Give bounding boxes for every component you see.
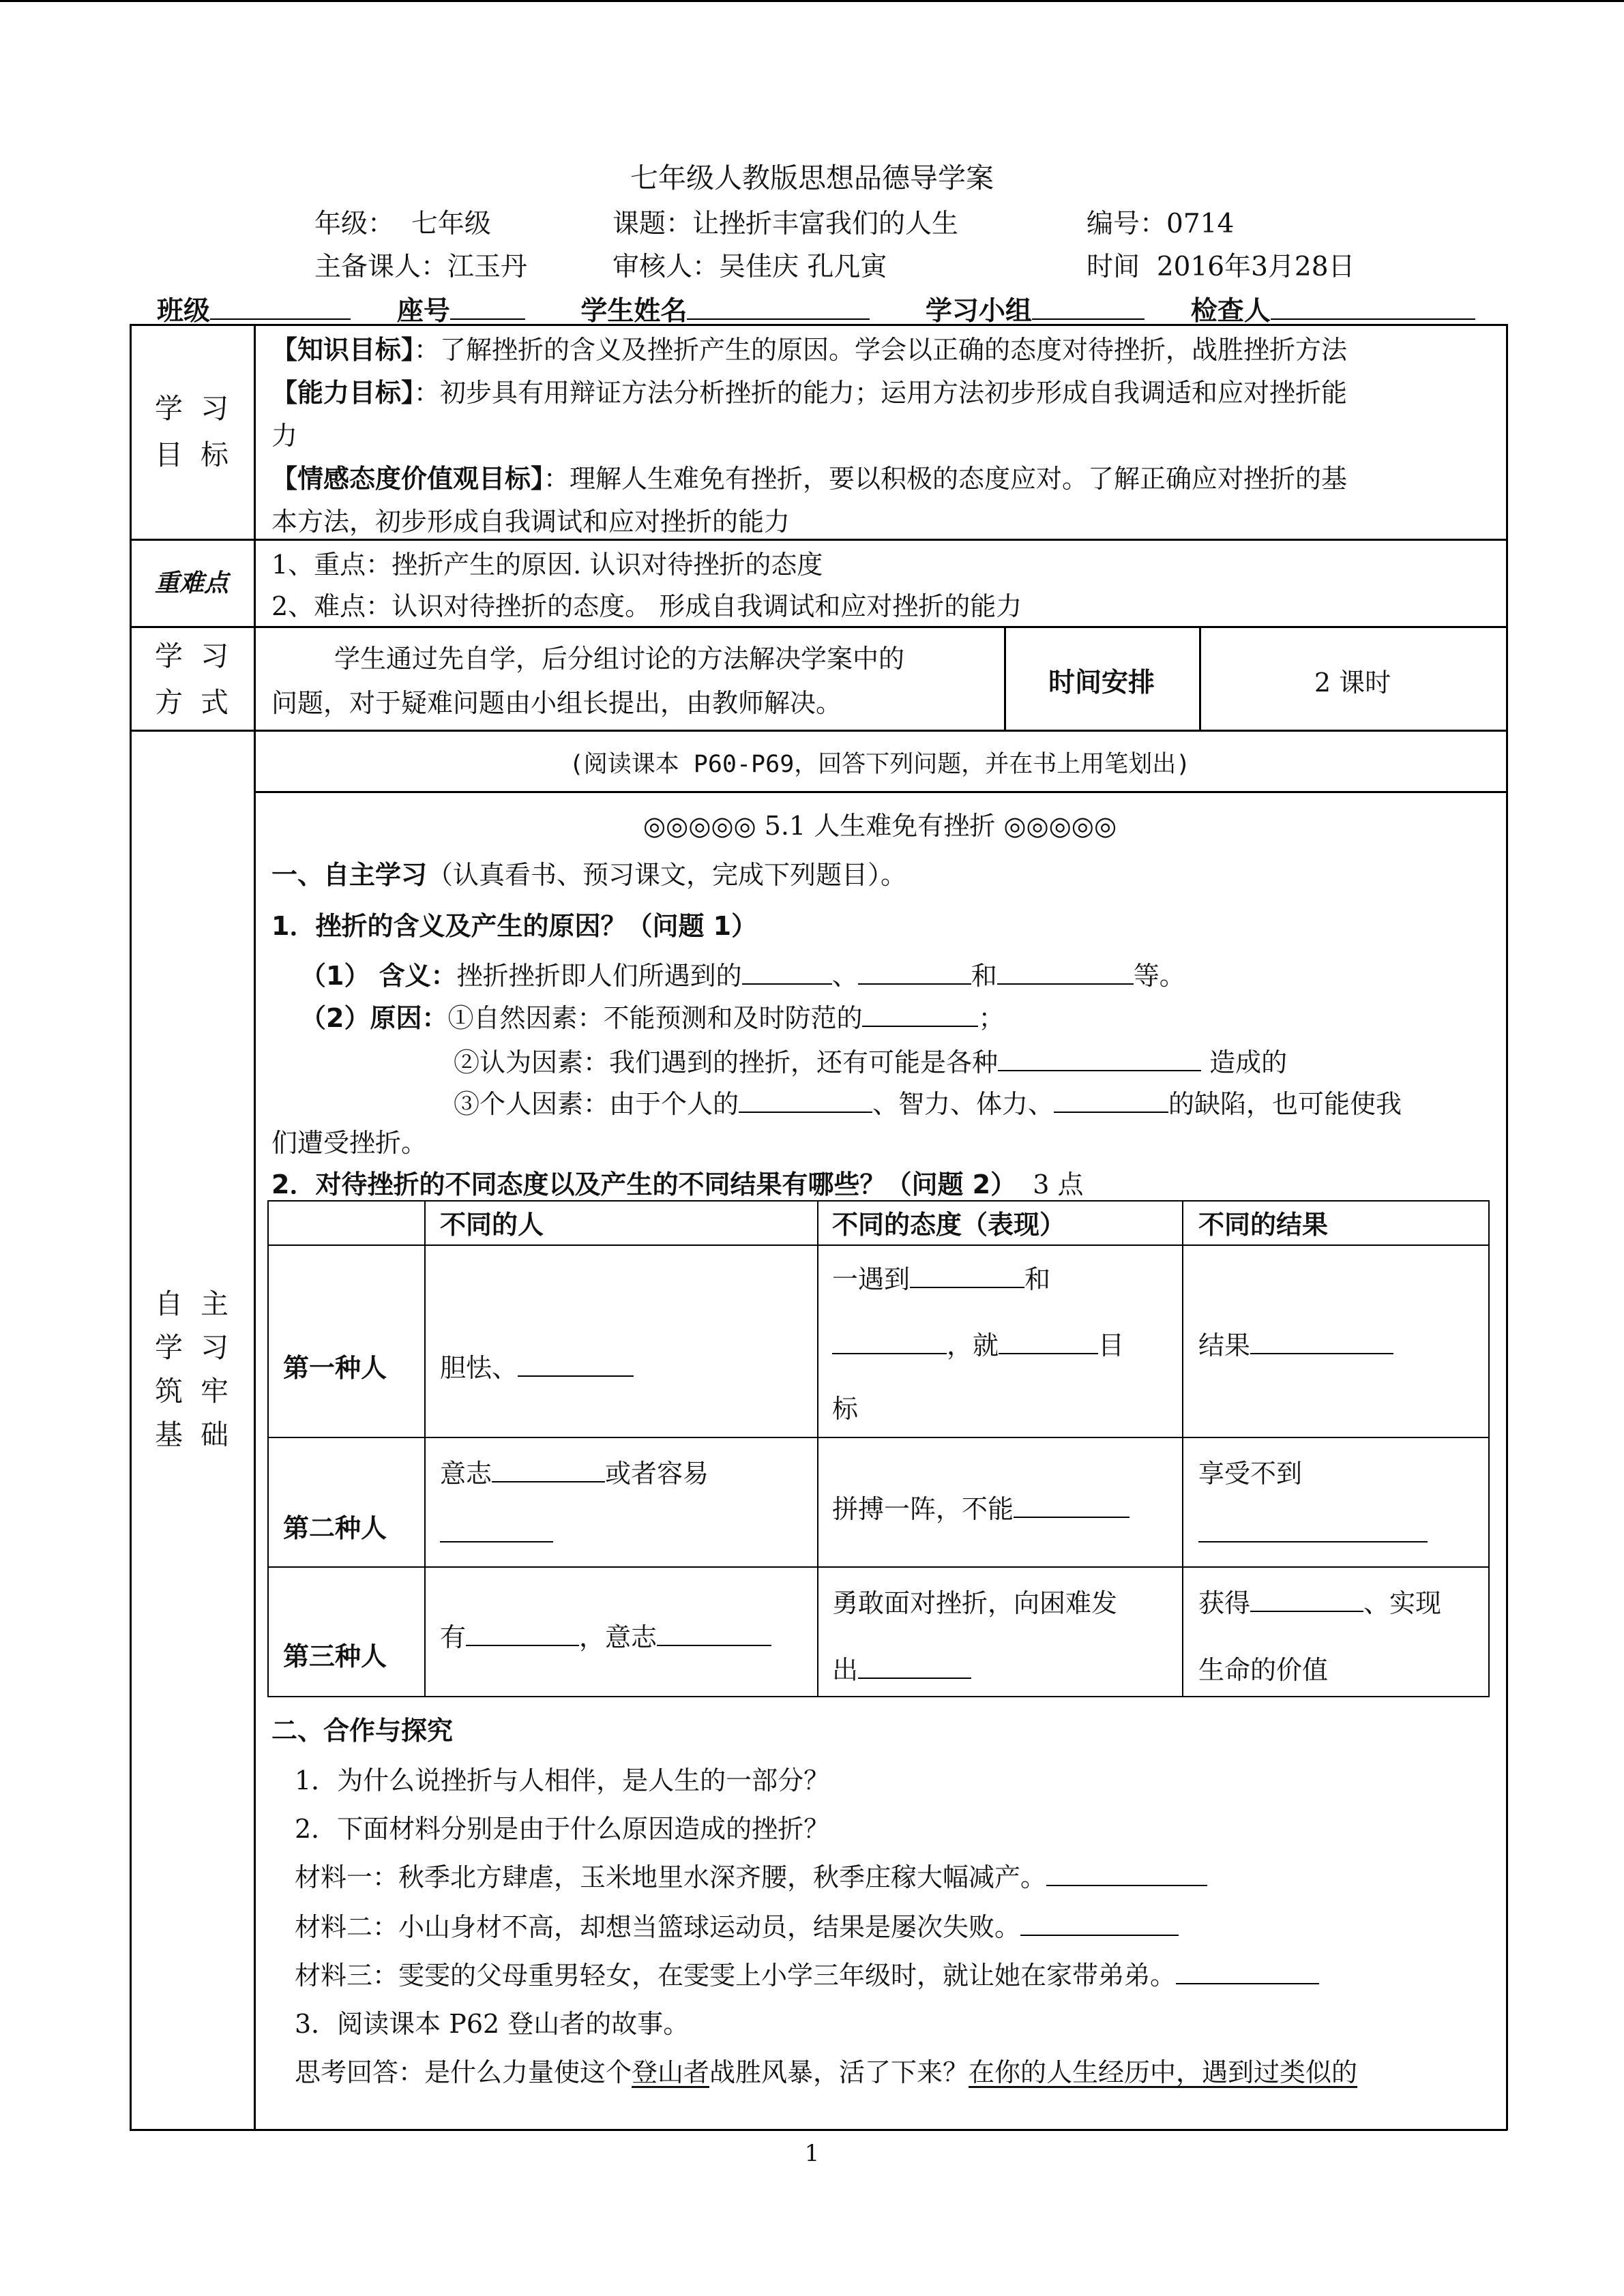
material-2-blank[interactable]: [1020, 1910, 1179, 1936]
row1-attitude-line3: 标: [832, 1394, 859, 1424]
row2-person-line2: [440, 1517, 553, 1549]
topic-field: [612, 203, 958, 241]
table-border: [254, 324, 256, 2130]
topic-label: 课题：: [612, 209, 693, 239]
row1-attitude-text1b: 和: [1024, 1264, 1051, 1294]
knowledge-tag: 【知识目标】: [271, 335, 415, 365]
material-3: [295, 1954, 1319, 1992]
page-top-border: [0, 0, 1624, 2]
name-label: 学生姓名: [580, 296, 688, 327]
time-schedule-value: 2 课时: [1314, 668, 1391, 698]
code-label: 编号：: [1087, 209, 1167, 239]
row1-attitude-text2b: ，就: [947, 1330, 999, 1360]
document-title: 七年级人教版思想品德导学案: [630, 162, 994, 194]
q1-def-sep1: 、: [831, 961, 858, 991]
grade-value: 七年级: [411, 209, 491, 239]
table-row-label: 第二种人: [283, 1513, 387, 1543]
q1-cause-1: ①自然因素：不能预测和及时防范的: [447, 1003, 863, 1033]
class-label: 班级: [157, 296, 211, 327]
method-text-1: 学生通过先自学，后分组讨论的方法解决学案中的: [334, 644, 905, 674]
row3-result-line2: 生命的价值: [1198, 1655, 1329, 1685]
think-label: 思考回答：是什么力量使这个: [295, 2057, 632, 2087]
seat-label: 座号: [396, 296, 450, 327]
row3-result-text1b: 、实现: [1363, 1588, 1442, 1618]
material-1-text: 材料一：秋季北方肆虐，玉米地里水深齐腰，秋季庄稼大幅减产。: [295, 1862, 1047, 1892]
part1-title: 一、自主学习: [271, 860, 428, 890]
q1-cause-3: ③个人因素：由于个人的: [454, 1089, 739, 1119]
row3-attitude-line1: 勇敢面对挫折，向困难发: [832, 1588, 1118, 1618]
method-row-label: [130, 633, 254, 726]
row1-attitude-line1: [832, 1258, 1050, 1296]
ability-objective: [271, 372, 1347, 409]
row2-person-blank1[interactable]: [492, 1457, 605, 1482]
emotion-objective: [271, 458, 1347, 495]
think-text: 战胜风暴，活了下来？: [709, 2057, 969, 2087]
q1-cause-2: ②认为因素：我们遇到的挫折，还有可能是各种: [454, 1047, 999, 1077]
q1-cause-2-end: 造成的: [1209, 1047, 1288, 1077]
row2-result-line1: 享受不到: [1198, 1459, 1303, 1489]
row1-attitude-text1: 一遇到: [832, 1264, 911, 1294]
table-row-label: 第一种人: [283, 1353, 387, 1383]
table-border: [130, 2129, 1507, 2131]
row1-result-text: 结果: [1198, 1330, 1251, 1360]
preparer-value: 江玉丹: [447, 252, 528, 282]
method-text-2: 问题，对于疑难问题由小组长提出，由教师解决。: [271, 688, 842, 718]
think-question: [295, 2051, 1357, 2089]
reading-instruction: (阅读课本 P60-P69，回答下列问题，并在书上用笔划出): [569, 751, 1191, 778]
group-label: 学习小组: [925, 296, 1032, 327]
section-title: ◎◎◎◎◎ 5.1 人生难免有挫折 ◎◎◎◎◎: [643, 811, 1117, 841]
objectives-label-line1: 学 习: [154, 392, 229, 425]
part2-title: 二、合作与探究: [271, 1716, 454, 1746]
table-border: [1506, 324, 1508, 2130]
question-1-title: 1．挫折的含义及产生的原因？（问题 1）: [271, 911, 758, 941]
group-blank[interactable]: [1032, 294, 1145, 320]
checker-blank[interactable]: [1271, 294, 1475, 320]
self-study-label-line3: 筑 牢: [154, 1375, 229, 1407]
question-2-points: 3 点: [1033, 1169, 1084, 1199]
ability-tag: 【能力目标】: [271, 378, 415, 408]
attitude-table-border: [424, 1200, 426, 1696]
class-blank[interactable]: [210, 294, 351, 320]
time-label: 时间: [1087, 252, 1140, 282]
row1-attitude-text2c: 目: [1098, 1330, 1125, 1360]
q1-def-sep2: 和: [971, 961, 997, 991]
question-2: [271, 1163, 1084, 1201]
table-border: [130, 626, 1507, 628]
row3-person-text1b: ，意志: [579, 1622, 658, 1652]
q1-cause-1-end: ；: [978, 1003, 1005, 1033]
method-label-line1: 学 习: [154, 640, 229, 672]
q1-def-text: 挫折挫折即人们所遇到的: [456, 961, 742, 991]
q1-cause-3-mid2: 的缺陷，也可能使我: [1168, 1089, 1402, 1119]
row2-person-line1: [440, 1452, 709, 1490]
material-3-text: 材料三：雯雯的父母重男轻女，在雯雯上小学三年级时，就让她在家带弟弟。: [295, 1960, 1177, 1991]
material-3-blank[interactable]: [1176, 1958, 1319, 1984]
key-point: 1、重点：挫折产生的原因. 认识对待挫折的态度: [271, 550, 823, 580]
objectives-row-label: [130, 385, 254, 478]
part1-note: （认真看书、预习课文，完成下列题目）。: [427, 860, 907, 890]
reviewer-value: 吴佳庆 孔凡寅: [719, 252, 887, 282]
q1-def-blank-1[interactable]: [742, 959, 832, 985]
row3-person: [440, 1616, 771, 1654]
student-info-line: [157, 290, 1475, 328]
self-study-label-line1: 自 主: [154, 1287, 229, 1320]
grade-label: 年级：: [314, 209, 395, 239]
q1-cause-3-blank-2[interactable]: [1054, 1087, 1168, 1113]
row3-attitude-line2: [832, 1649, 971, 1686]
q1-def-label: （1） 含义：: [300, 961, 457, 991]
reviewer-label: 审核人：: [612, 252, 720, 282]
preparer-field: [314, 245, 527, 284]
row2-attitude-blank[interactable]: [1014, 1492, 1130, 1518]
time-schedule-label: 时间安排: [1048, 668, 1155, 698]
row1-person-blank[interactable]: [518, 1351, 634, 1377]
q1-cause-natural: [300, 997, 1004, 1034]
material-1: [295, 1856, 1207, 1894]
table-border: [254, 791, 1507, 793]
row3-result-line1: [1198, 1582, 1441, 1620]
row3-person-blank1[interactable]: [466, 1620, 579, 1646]
emotion-tag: 【情感态度价值观目标】: [271, 464, 544, 494]
material-1-blank[interactable]: [1046, 1860, 1207, 1886]
method-label-line2: 方 式: [154, 686, 229, 719]
q1-cause-personal-cont: 们遭受挫折。: [271, 1128, 428, 1158]
attitude-table-border: [1182, 1200, 1183, 1696]
row2-result-line2: [1198, 1517, 1428, 1549]
table-border: [130, 324, 1507, 326]
self-study-label-line4: 基 础: [154, 1418, 229, 1451]
row1-attitude-blank2[interactable]: [832, 1328, 947, 1354]
row3-result-blank[interactable]: [1250, 1586, 1363, 1612]
q1-def-blank-3[interactable]: [997, 959, 1134, 985]
row1-attitude-blank1[interactable]: [910, 1262, 1024, 1288]
row1-person: [440, 1347, 634, 1384]
difficult-point: 2、难点：认识对待挫折的态度。 形成自我调试和应对挫折的能力: [271, 591, 1022, 621]
think-mid: 登山者: [632, 2057, 710, 2087]
attitude-table-header-person: 不同的人: [440, 1210, 544, 1240]
page-number: 1: [804, 2140, 820, 2167]
row2-attitude-text: 拼搏一阵，不能: [832, 1494, 1014, 1524]
part2-question-1: 1．为什么说挫折与人相伴，是人生的一部分？: [295, 1765, 830, 1795]
attitude-table-header-result: 不同的结果: [1198, 1210, 1329, 1240]
time-value: 2016年3月28日: [1156, 252, 1355, 282]
attitude-table-border: [267, 1566, 1490, 1568]
question-2-title: 2．对待挫折的不同态度以及产生的不同结果有哪些？（问题 2）: [271, 1169, 1017, 1199]
checker-label: 检查人: [1190, 296, 1271, 327]
q1-def-blank-2[interactable]: [858, 959, 971, 985]
time-field: [1087, 245, 1355, 284]
material-2: [295, 1906, 1179, 1943]
preparer-label: 主备课人：: [314, 252, 448, 282]
table-border: [130, 539, 1507, 541]
attitude-table-border: [817, 1200, 818, 1696]
attitude-table-border: [267, 1200, 269, 1696]
q1-cause-human: [454, 1041, 1287, 1079]
table-border: [130, 730, 1507, 732]
attitude-table-border: [267, 1437, 1490, 1438]
material-2-text: 材料二：小山身材不高，却想当篮球运动员，结果是屡次失败。: [295, 1912, 1021, 1942]
q1-cause-3-blank-1[interactable]: [739, 1087, 872, 1113]
row1-result-blank[interactable]: [1250, 1328, 1393, 1354]
ability-text: ：初步具有用辩证方法分析挫折的能力；运用方法初步形成自我调适和应对挫折能: [414, 378, 1348, 408]
q1-cause-2-blank[interactable]: [998, 1045, 1201, 1071]
attitude-table-border: [1488, 1200, 1490, 1696]
row3-attitude-blank[interactable]: [858, 1653, 971, 1679]
grade-field: [314, 203, 491, 241]
knowledge-text: ：了解挫折的含义及挫折产生的原因。学会以正确的态度对待挫折，战胜挫折方法: [414, 335, 1348, 365]
key-points-row-label: 重难点: [154, 569, 228, 597]
code-value: 0714: [1166, 209, 1235, 239]
row2-result-blank[interactable]: [1198, 1517, 1428, 1542]
attitude-table-border: [267, 1200, 1490, 1202]
q1-cause-3-mid1: 、智力、体力、: [872, 1089, 1054, 1119]
knowledge-objective: [271, 329, 1347, 366]
self-study-label-line2: 学 习: [154, 1331, 229, 1364]
attitude-table-border: [267, 1696, 1490, 1697]
row2-person-blank2[interactable]: [440, 1517, 553, 1542]
row3-attitude-text2: 出: [832, 1655, 859, 1685]
row3-person-blank2[interactable]: [657, 1620, 771, 1646]
row1-result: [1198, 1324, 1393, 1362]
q1-definition: [300, 955, 1185, 992]
code-field: [1087, 203, 1234, 241]
ability-objective-cont: 力: [271, 421, 298, 451]
q1-cause-label: （2）原因：: [300, 1003, 448, 1033]
reviewer-field: [612, 245, 887, 284]
think-underlined: 在你的人生经历中，遇到过类似的: [969, 2057, 1358, 2087]
q1-def-end: 等。: [1133, 961, 1185, 991]
row1-attitude-blank3[interactable]: [999, 1328, 1098, 1354]
part2-question-3: 3．阅读课本 P62 登山者的故事。: [295, 2009, 690, 2039]
part1-heading: [271, 854, 906, 891]
row3-person-text1: 有: [440, 1622, 467, 1652]
emotion-objective-cont: 本方法，初步形成自我调试和应对挫折的能力: [271, 507, 791, 537]
self-study-row-label: [130, 1282, 254, 1457]
attitude-table-border: [267, 1244, 1490, 1246]
seat-blank[interactable]: [450, 294, 525, 320]
emotion-text: ：理解人生难免有挫折，要以积极的态度应对。了解正确应对挫折的基: [544, 464, 1348, 494]
row2-person-text1: 意志: [440, 1459, 492, 1489]
q1-cause-1-blank[interactable]: [862, 1001, 978, 1027]
topic-value: 让挫折丰富我们的人生: [692, 209, 959, 239]
name-blank[interactable]: [687, 294, 870, 320]
row3-result-text1: 获得: [1198, 1588, 1251, 1618]
attitude-table-header-attitude: 不同的态度（表现）: [832, 1210, 1066, 1240]
row2-person-text1b: 或者容易: [605, 1459, 709, 1489]
row2-attitude: [832, 1488, 1130, 1525]
row1-person-text: 胆怯、: [440, 1353, 518, 1383]
q1-cause-personal: [454, 1083, 1402, 1120]
objectives-label-line2: 目 标: [154, 438, 229, 471]
row1-attitude-line2: [832, 1324, 1124, 1362]
table-row-label: 第三种人: [283, 1641, 387, 1671]
part2-question-2: 2．下面材料分别是由于什么原因造成的挫折？: [295, 1814, 830, 1844]
